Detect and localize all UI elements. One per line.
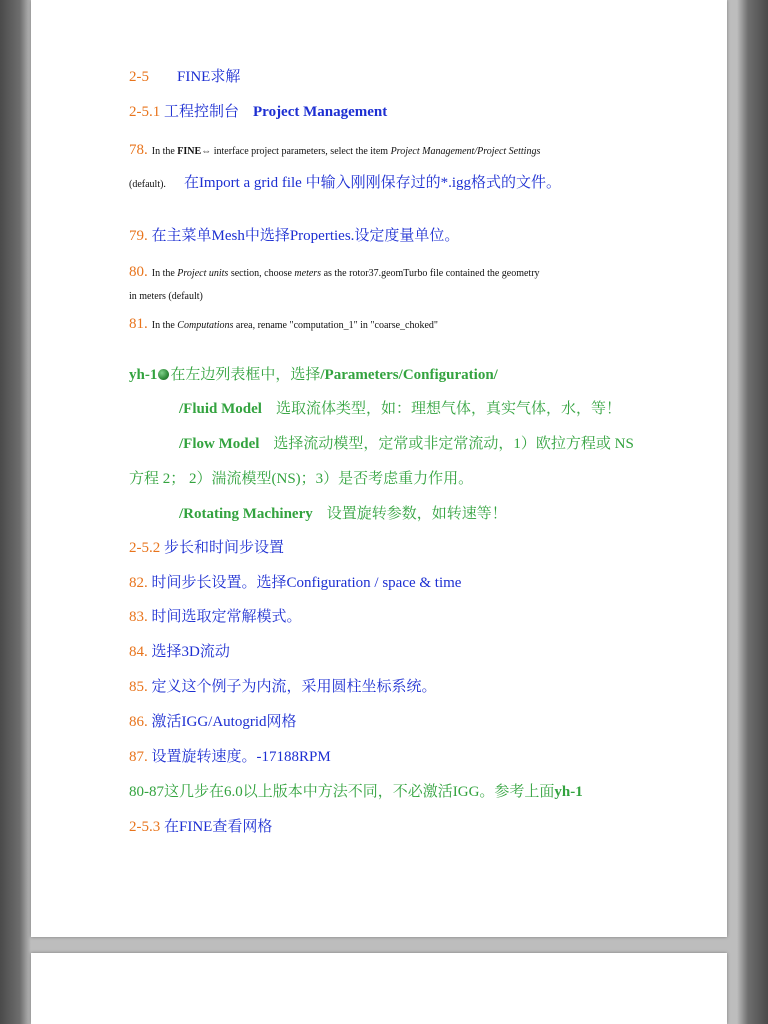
section-title-en: Project Management [253, 104, 388, 120]
text-run: /Fluid Model [179, 401, 262, 417]
document-page-1 [31, 0, 727, 937]
section-2-5-2-heading [129, 541, 284, 556]
text-run: FINE⇔ [177, 146, 212, 157]
text-run: 激活IGG/Autogrid网格 [151, 714, 297, 730]
step-number: 84. [129, 644, 148, 660]
yh-1-line [129, 368, 498, 383]
text-run: 选择流动模型，定常或非定常流动，1）欧拉方程或 NS [273, 436, 634, 452]
section-title: FINE求解 [177, 69, 241, 85]
text-run: /Flow Model [179, 436, 260, 452]
step-number: 80. [129, 264, 148, 280]
text-run: In the [151, 146, 178, 157]
step-78-line1 [129, 142, 540, 158]
text-run: 在左边列表框中，选择 [170, 367, 321, 383]
text-run: area, rename "computation_1" in "coarse_choked" [233, 320, 439, 331]
step-86 [129, 715, 297, 730]
section-number: 2-5.1 [129, 104, 161, 120]
flow-model-line2: 方程 2； 2）湍流模型(NS)；3）是否考虑重力作用。 [129, 471, 474, 487]
section-number: 2-5.2 [129, 540, 161, 556]
step-number: 82. [129, 575, 148, 591]
text-run: yh-1 [554, 784, 583, 800]
text-run: interface project parameters, select the item [211, 146, 391, 157]
text-run: 选择3D流动 [151, 644, 230, 660]
text-run: /Parameters/Configuration/ [320, 367, 498, 383]
text-run: 80-87这几步在6.0以上版本中方法不同，不必激活IGG。参考上面 [129, 784, 555, 800]
section-number: 2-5 [129, 69, 149, 85]
text-run: meters [294, 268, 322, 279]
section-title: 步长和时间步设置 [160, 540, 285, 556]
step-79 [129, 229, 459, 244]
text-run: In the [151, 320, 178, 331]
text-run: Computations [177, 320, 234, 331]
step-82 [129, 576, 461, 591]
section-2-5-3-heading [129, 820, 272, 835]
text-run: 在主菜单Mesh中选择Properties.设定度量单位。 [151, 228, 460, 244]
step-number: 87. [129, 749, 148, 765]
step-number: 79. [129, 228, 148, 244]
step-84 [129, 645, 230, 660]
step-87 [129, 750, 331, 765]
step-number: 86. [129, 714, 148, 730]
step-number: 81. [129, 316, 148, 332]
text-run: 时间选取定常解模式。 [151, 609, 302, 625]
fluid-model-line [179, 402, 621, 417]
section-title-cn: 工程控制台 [164, 104, 240, 120]
version-note [129, 785, 583, 800]
text-run: 定义这个例子为内流，采用圆柱坐标系统。 [151, 679, 437, 695]
text-run: yh-1 [129, 367, 158, 383]
section-number: 2-5.3 [129, 819, 161, 835]
text-run: section, choose [228, 268, 295, 279]
text-run: as the rotor37.geomTurbo file contained the geometry [321, 268, 540, 279]
step-80-line2: in meters (default) [129, 291, 203, 302]
step-85 [129, 680, 437, 695]
section-title: 在FINE查看网格 [160, 819, 273, 835]
step-number: 85. [129, 679, 148, 695]
text-run: 设置旋转参数，如转速等！ [326, 506, 507, 522]
text-run: 选取流体类型，如：理想气体，真实气体，水，等！ [275, 401, 621, 417]
section-2-5-heading [129, 70, 240, 85]
step-number: 83. [129, 609, 148, 625]
text-run: Project Management/Project Settings [390, 146, 541, 157]
document-page-2 [31, 953, 727, 1024]
text-run: Project units [177, 268, 229, 279]
text-run: (default). [129, 179, 166, 190]
step-83 [129, 610, 302, 625]
text-run: 设置旋转速度。-17188RPM [151, 749, 331, 765]
text-run: 在Import a grid file 中输入刚刚保存过的*.igg格式的文件。 [183, 175, 561, 191]
flow-model-line [179, 437, 634, 452]
step-81 [129, 316, 438, 332]
step-80-line1 [129, 264, 540, 280]
section-2-5-1-heading [129, 105, 387, 120]
gear-icon [158, 369, 169, 380]
rotating-machinery-line [179, 507, 507, 522]
text-run: /Rotating Machinery [179, 506, 313, 522]
text-run: 时间步长设置。选择Configuration / space & time [151, 575, 462, 591]
step-78-line2 [129, 175, 561, 191]
step-number: 78. [129, 142, 148, 158]
text-run: In the [151, 268, 178, 279]
